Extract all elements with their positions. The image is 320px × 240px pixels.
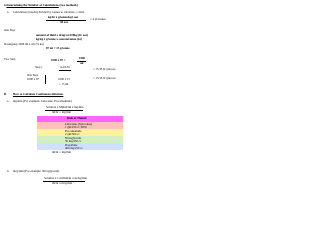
step2-result: = 15.33 ltr glucose xyxy=(93,76,116,80)
method-a-label: a. xyxy=(7,10,10,14)
item-b-label: b. xyxy=(7,169,10,173)
band-lidocaine-line2: 1 gm/250 cc D5W xyxy=(65,124,88,129)
step2-value: 1000 x 87 xyxy=(27,77,39,81)
step2-sub: 1000 x 15 xyxy=(58,77,70,81)
method-a-result: = 4 pl/tonnes xyxy=(90,17,106,21)
item-a-text: mg/min (For example: Lidocaine, Procainamide) xyxy=(13,99,72,103)
item-b-formula-bottom: ml/hr x mcg/min xyxy=(52,181,73,185)
band-lidocaine-line1: Lidocaine (Xylocaine) xyxy=(65,121,93,126)
one-step-fraction-bottom-a: Dosingstep 1000 ml x cm (% ka) xyxy=(4,42,44,46)
item-b-text: mcg/min (For example: Nitroglycerin) xyxy=(13,169,60,173)
band-nitroglycerin-line1: Nitroglycerin xyxy=(65,135,82,140)
heading-underlined: Determining the Number of Calculations xyxy=(6,3,59,7)
rule-of-thumb-title: Rule of Thumb xyxy=(67,116,87,120)
step1-fraction-bar xyxy=(59,70,71,71)
step1-value: 4,4 8.33 xyxy=(60,65,70,69)
two-step-row1-fraction-top: 1000 xyxy=(79,56,85,60)
step2-bracket xyxy=(45,75,46,84)
method-a-fraction-top: kg/hr x g/tonne/kg/t oat xyxy=(48,15,79,19)
band-sub: ml/hr = mg/min xyxy=(52,150,72,154)
item-a-formula-top: Solution x Milled/ml x mg/min xyxy=(46,105,84,109)
method-a-text: Calculation (tons/hr) divided by tonnes to calculate = cattle xyxy=(13,10,85,14)
band-procainamide-line1: Procainamide xyxy=(65,128,82,133)
band-dopamine xyxy=(37,143,123,150)
band-procainamide xyxy=(37,129,123,136)
item-a-formula-bottom: ml/hr = mg/min xyxy=(52,110,72,114)
one-step-fraction-bottom-b: 87 ml × 15 g/tonne xyxy=(46,46,70,50)
heading-suffix: (two methods) xyxy=(58,3,78,7)
band-procainamide-line2: 2 gm/500 cc xyxy=(65,131,80,136)
section-b-title: How to Calculate Continuous Infusions xyxy=(13,92,64,96)
one-step-label: One Step xyxy=(4,28,16,32)
item-b-formula-top: Solution x 1 ml/min/kt conc/kg/min xyxy=(44,176,88,180)
band-nitroglycerin xyxy=(37,136,123,143)
one-step-fraction-top: amount of fluid x drug/wt/100kg (ft/ oat) xyxy=(36,33,88,37)
two-step-label: Two Step xyxy=(4,57,16,61)
band-dopamine-line1: Dopamine xyxy=(65,142,78,147)
step1-result: = 15.33 ltr glucose xyxy=(93,67,116,71)
step2-label: One Step xyxy=(27,73,39,77)
method-a-fraction-bottom: 48 oat xyxy=(60,20,68,24)
page-heading xyxy=(4,4,78,7)
section-b-label: B. xyxy=(4,92,7,96)
one-step-fraction-middle: kg/kg x g/tonne x concentration (kt) xyxy=(36,37,82,41)
item-a-label: a. xyxy=(7,99,10,103)
step1-label: Step 1 xyxy=(35,65,43,69)
band-nitroglycerin-line2: 50 mg/250 cc xyxy=(65,138,82,143)
band-dopamine-line2: 400 mg/250 cc xyxy=(65,145,83,150)
heading-prefix: n xyxy=(4,3,7,7)
two-step-final: = 15 ml xyxy=(59,82,69,86)
two-step-row1-text: 1000 x 87 = xyxy=(51,58,66,62)
band-lidocaine xyxy=(37,122,123,129)
two-step-row1-fraction-bottom: ml xyxy=(80,61,84,65)
